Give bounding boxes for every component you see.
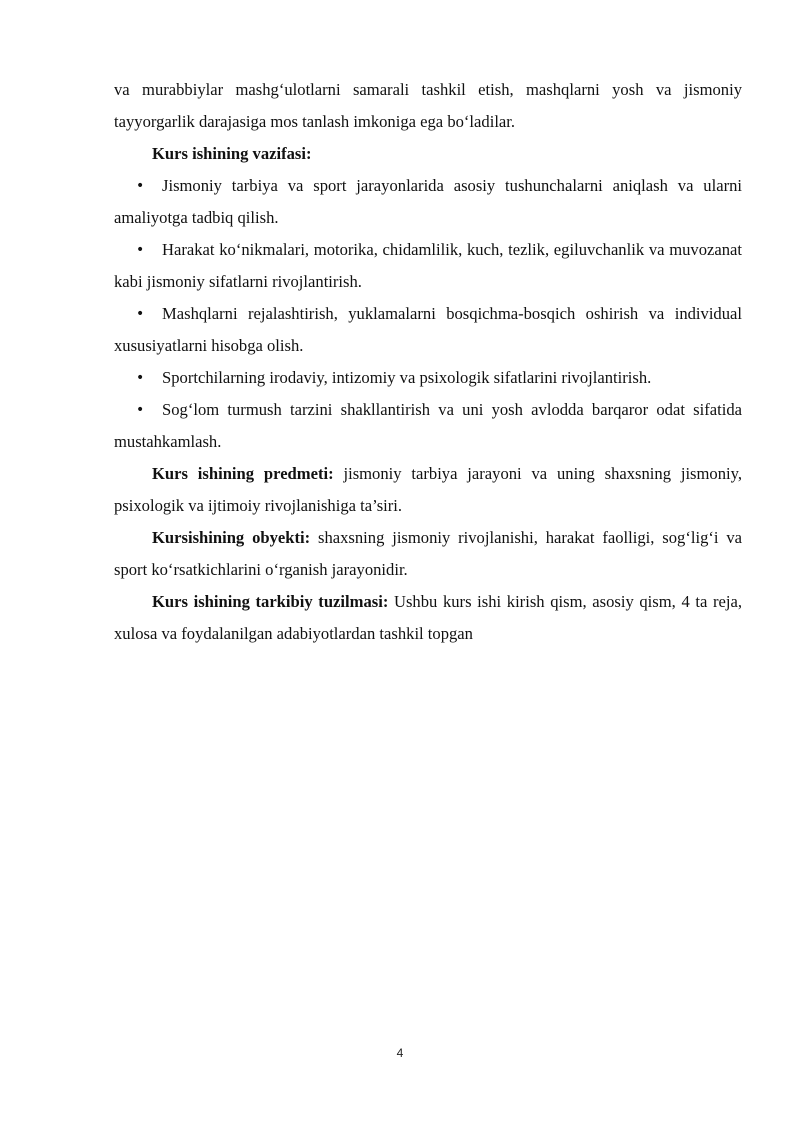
- bullet-icon: •: [136, 402, 145, 418]
- document-body: [114, 74, 742, 650]
- tasks-list: [114, 170, 742, 458]
- bullet-icon: •: [136, 242, 145, 258]
- task-item: [114, 362, 742, 394]
- bullet-icon: •: [136, 178, 145, 194]
- tasks-heading: Kurs ishining vazifasi:: [152, 144, 312, 163]
- object-text: shaxsning jismoniy rivojlanishi, harakat faolligi, sog‘lig‘i va sport ko‘rsatkichlarini o‘rganish jarayonidir.: [114, 528, 742, 579]
- bullet-icon: •: [136, 370, 145, 386]
- task-item: [114, 298, 742, 362]
- structure-paragraph: [114, 586, 742, 650]
- task-item: [114, 170, 742, 234]
- bullet-icon: •: [136, 306, 145, 322]
- task-text: Sog‘lom turmush tarzini shakllantirish va uni yosh avlodda barqaror odat sifatida mustahkamlash.: [114, 400, 742, 451]
- task-text: Sportchilarning irodaviy, intizomiy va psixologik sifatlarini rivojlantirish.: [162, 368, 652, 387]
- task-item: [114, 234, 742, 298]
- subject-paragraph: [114, 458, 742, 522]
- task-item: [114, 394, 742, 458]
- intro-paragraph: va murabbiylar mashg‘ulotlarni samarali tashkil etish, mashqlarni yosh va jismoniy tayyorgarlik darajasiga mos tanlash imkoniga ega bo‘ladilar.: [114, 80, 742, 131]
- task-text: Jismoniy tarbiya va sport jarayonlarida asosiy tushunchalarni aniqlash va ularni amaliyotga tadbiq qilish.: [114, 176, 742, 227]
- page-number: 4: [396, 1046, 404, 1060]
- task-text: Mashqlarni rejalashtirish, yuklamalarni bosqichma-bosqich oshirish va individual xususiyatlarni hisobga olish.: [114, 304, 742, 355]
- object-paragraph: [114, 522, 742, 586]
- object-label: Kursishining obyekti:: [152, 528, 311, 547]
- structure-label: Kurs ishining tarkibiy tuzilmasi:: [152, 592, 389, 611]
- structure-text: Ushbu kurs ishi kirish qism, asosiy qism, 4 ta reja, xulosa va foydalanilgan adabiyotlardan tashkil topgan: [114, 592, 742, 643]
- subject-text: jismoniy tarbiya jarayoni va uning shaxsning jismoniy, psixologik va ijtimoiy rivojlanishiga ta’siri.: [114, 464, 742, 515]
- subject-label: Kurs ishining predmeti:: [152, 464, 334, 483]
- task-text: Harakat ko‘nikmalari, motorika, chidamlilik, kuch, tezlik, egiluvchanlik va muvozanat kabi jismoniy sifatlarni rivojlantirish.: [114, 240, 742, 291]
